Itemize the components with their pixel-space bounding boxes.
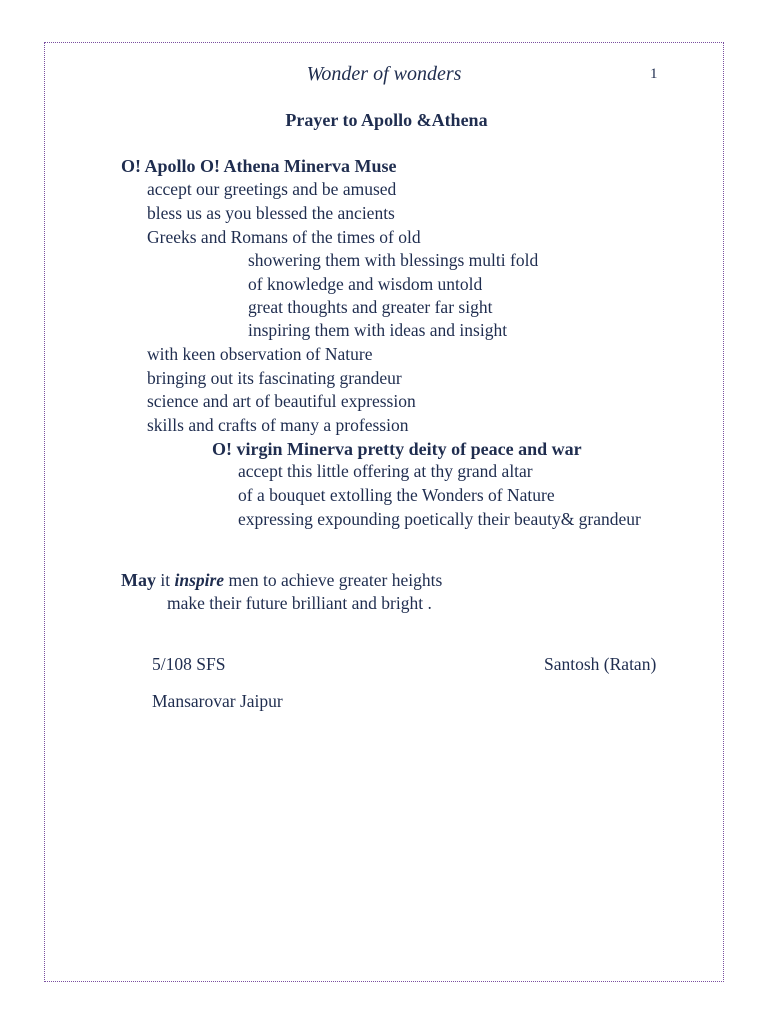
closing-it: it bbox=[160, 570, 171, 590]
poem-title: Prayer to Apollo &Athena bbox=[285, 110, 488, 130]
poem-line: with keen observation of Nature bbox=[147, 344, 373, 364]
poem-line: great thoughts and greater far sight bbox=[248, 297, 493, 317]
page-number: 1 bbox=[650, 66, 658, 82]
poem-line: of knowledge and wisdom untold bbox=[248, 274, 483, 294]
poem-line: bringing out its fascinating grandeur bbox=[147, 368, 402, 388]
closing-inspire: inspire bbox=[174, 570, 225, 590]
poem-line: Greeks and Romans of the times of old bbox=[147, 227, 421, 247]
poem-line: of a bouquet extolling the Wonders of Nature bbox=[238, 485, 555, 505]
poem-line: science and art of beautiful expression bbox=[147, 391, 416, 411]
invocation-heading: O! Apollo O! Athena Minerva Muse bbox=[121, 156, 397, 176]
running-title: Wonder of wonders bbox=[306, 63, 462, 85]
poem-line: expressing expounding poetically their beauty& grandeur bbox=[238, 509, 641, 529]
closing-line bbox=[121, 571, 442, 590]
poem-line: bless us as you blessed the ancients bbox=[147, 203, 395, 223]
address-line-1: 5/108 SFS bbox=[152, 654, 226, 674]
poem-line: inspiring them with ideas and insight bbox=[248, 320, 508, 340]
address-line-2: Mansarovar Jaipur bbox=[152, 691, 283, 711]
poem-line: accept this little offering at thy grand altar bbox=[238, 461, 533, 481]
closing-line-2: make their future brilliant and bright . bbox=[167, 593, 432, 613]
poem-line: accept our greetings and be amused bbox=[147, 179, 397, 199]
poem-line: showering them with blessings multi fold bbox=[248, 250, 539, 270]
invocation-heading-2: O! virgin Minerva pretty deity of peace and war bbox=[212, 439, 582, 459]
closing-may: May bbox=[121, 570, 156, 590]
poem-line: skills and crafts of many a profession bbox=[147, 415, 409, 435]
closing-rest: men to achieve greater heights bbox=[228, 570, 443, 590]
author-name: Santosh (Ratan) bbox=[544, 654, 657, 674]
